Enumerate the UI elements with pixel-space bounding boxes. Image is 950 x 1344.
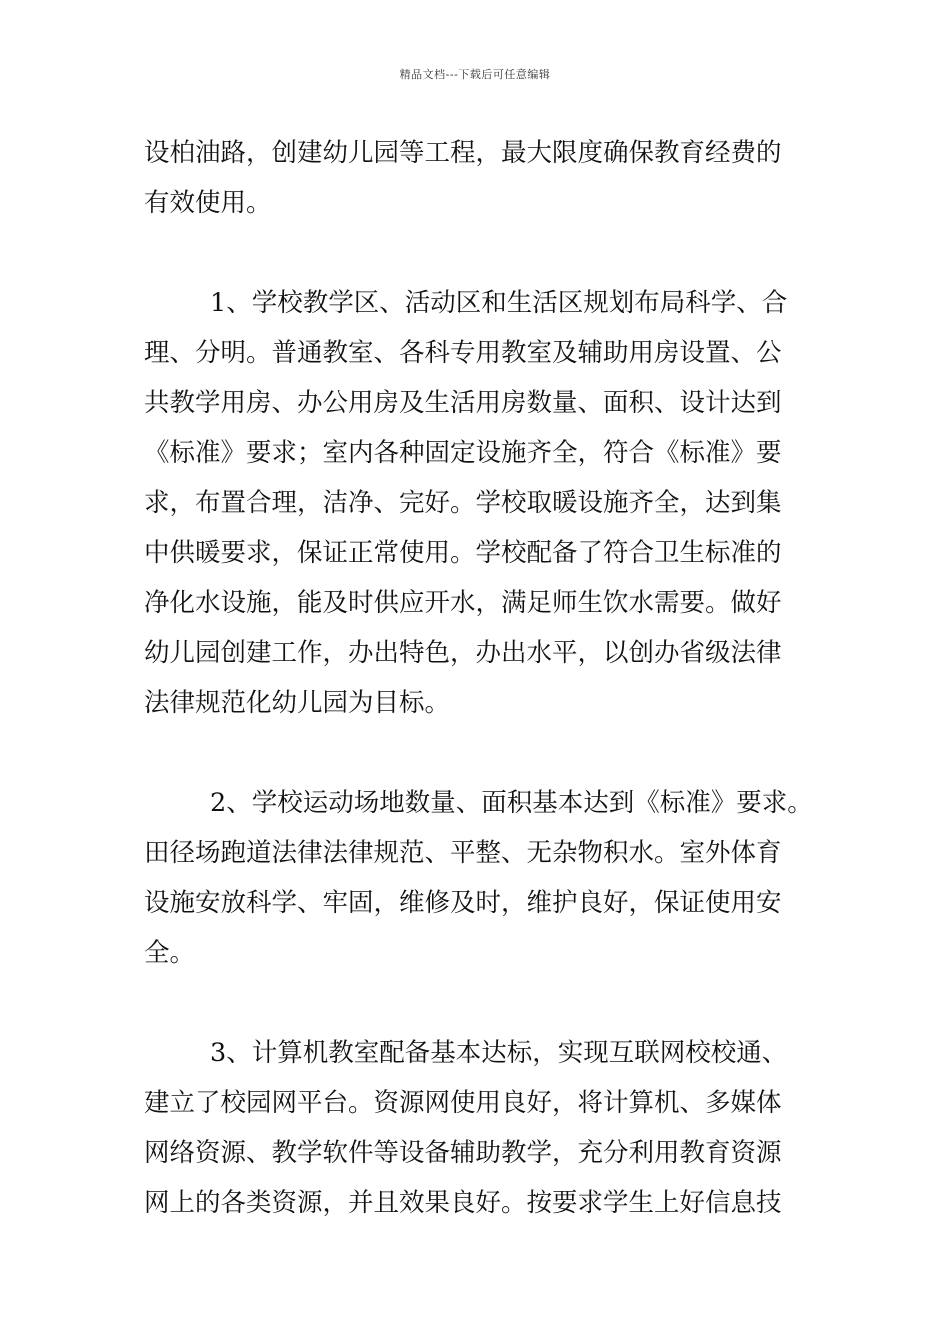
paragraph-gap (144, 728, 808, 778)
paragraph-gap (144, 978, 808, 1028)
text-line: 有效使用。 (144, 188, 272, 218)
text-line: 共教学用房、办公用房及生活用房数量、面积、设计达到 (144, 388, 782, 418)
text-line: 求，布置合理，洁净、完好。学校取暖设施齐全，达到集 (144, 488, 782, 518)
text-line: 法律规范化幼儿园为目标。 (144, 688, 451, 718)
text-line: 网上的各类资源，并且效果良好。按要求学生上好信息技 (144, 1188, 782, 1218)
text-line: 《标准》要求；室内各种固定设施齐全，符合《标准》要 (144, 438, 782, 468)
text-line: 全。 (144, 938, 196, 968)
page-header-note: 精品文档---下载后可任意编辑 (399, 68, 551, 81)
paragraph-item-2 (144, 778, 813, 978)
text-line: 田径场跑道法律法律规范、平整、无杂物积水。室外体育 (144, 838, 782, 868)
text-line: 中供暖要求，保证正常使用。学校配备了符合卫生标准的 (144, 538, 782, 568)
text-line-first: 1、学校教学区、活动区和生活区规划布局科学、合 (210, 288, 788, 318)
paragraph-item-3 (144, 1028, 808, 1228)
text-line: 建立了校园网平台。资源网使用良好，将计算机、多媒体 (144, 1088, 782, 1118)
text-line: 网络资源、教学软件等设备辅助教学，充分利用教育资源 (144, 1138, 782, 1168)
text-line-first: 2、学校运动场地数量、面积基本达到《标准》要求。 (210, 788, 813, 818)
text-line: 设施安放科学、牢固，维修及时，维护良好，保证使用安 (144, 888, 782, 918)
text-line: 理、分明。普通教室、各科专用教室及辅助用房设置、公 (144, 338, 782, 368)
paragraph-continuation (144, 128, 808, 228)
text-line: 幼儿园创建工作，办出特色，办出水平，以创办省级法律 (144, 638, 782, 668)
document-body (144, 128, 813, 1228)
text-line: 设柏油路，创建幼儿园等工程，最大限度确保教育经费的 (144, 138, 782, 168)
paragraph-gap (144, 228, 808, 278)
text-line-first: 3、计算机教室配备基本达标，实现互联网校校通、 (210, 1038, 788, 1068)
paragraph-item-1 (144, 278, 808, 728)
text-line: 净化水设施，能及时供应开水，满足师生饮水需要。做好 (144, 588, 782, 618)
